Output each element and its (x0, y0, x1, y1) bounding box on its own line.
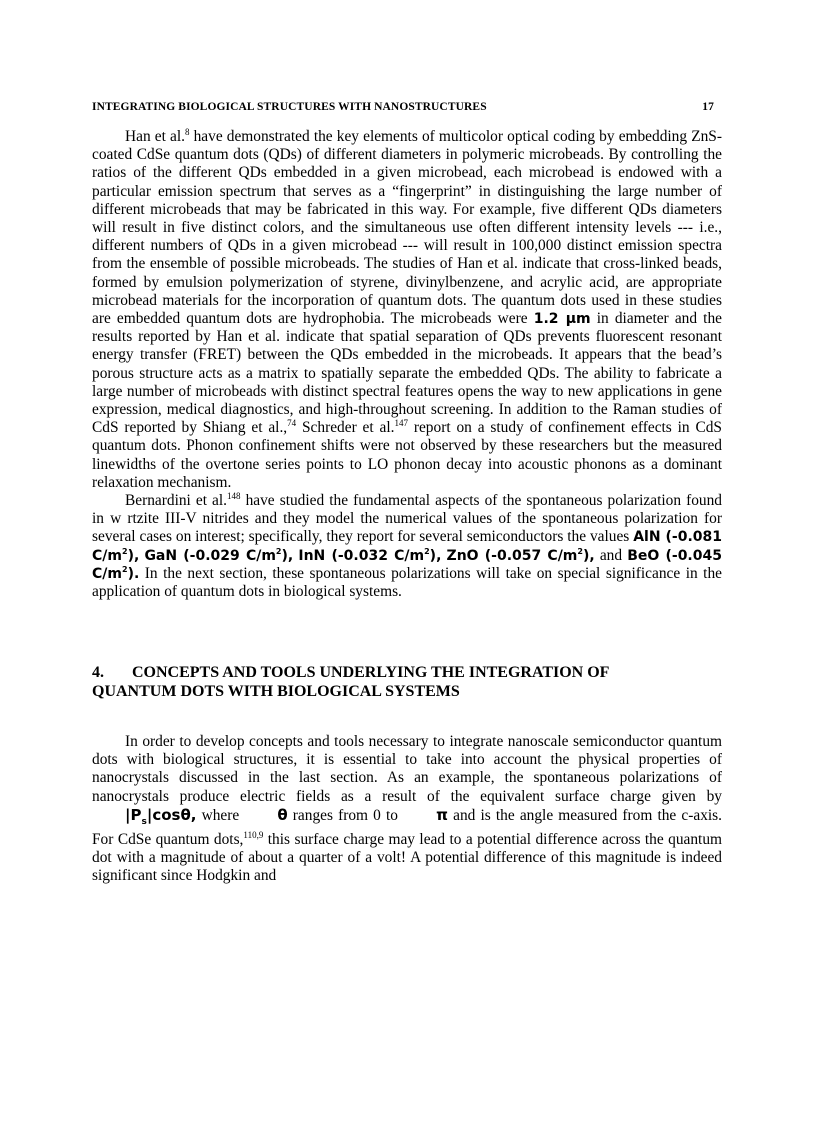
value-gan: GaN (-0.029 $C/m^2$), (144, 546, 294, 564)
section-number: 4. (92, 664, 104, 681)
text-run: Bernardini et al. (125, 492, 228, 510)
citation-ref: 147 (394, 418, 408, 429)
running-header (92, 101, 722, 113)
section-title-line-2: QUANTUM DOTS WITH BIOLOGICAL SYSTEMS (92, 683, 460, 700)
text-run: in diameter and the results reported by Han et al. indicate that spatial separation of QDs prevents fluorescent resonant energy transfer (FRET) between the QDs embedded in the microbeads. It appears that the bead’s porous structure acts as a matrix to spatially separate the embedded QDs. The ability to fabricate a large number of microbeads with distinct spectral features opens the way to new applications in gene expression, medical diagnostics, and high-throughout screening. In addition to the Raman studies of CdS reported by Shiang et al., (92, 310, 722, 437)
text-run: In order to develop concepts and tools necessary to integrate nanoscale semiconductor quantum dots with biological structures, it is essential to take into account the physical properties of nanocrystals discussed in the last section. As an example, the spontaneous polarizations of nanocrystals produce electric fields as a result of the equivalent surface charge given by (92, 733, 722, 805)
surface-charge-formula: $|P_s|\cos\theta$, (125, 805, 197, 827)
body-block-2 (92, 733, 722, 886)
page-number: 17 (702, 101, 714, 113)
section-heading (92, 663, 722, 701)
text-run: and is the angle measured from the c-axis. For CdSe quantum dots, (92, 806, 723, 849)
text-run: report on a study of confinement effects in CdS quantum dots. Phonon confinement shifts were not observed by these researchers but the measured linewidths of the overtone series points to LO phonon decay into acoustic phonons as a dominant relaxation mechanism. (92, 419, 722, 491)
theta-symbol: θ (277, 805, 288, 824)
value-zno: ZnO (-0.057 $C/m^2$), (446, 546, 595, 564)
value-inn: InN (-0.032 $C/m^2$), (298, 546, 442, 564)
text-run: ranges from 0 to (287, 806, 404, 824)
bead-size-value: 1.2 μm (533, 311, 591, 328)
section-title-line-1: CONCEPTS AND TOOLS UNDERLYING THE INTEGRATION OF (132, 664, 610, 681)
text-run: this surface charge may lead to a potential difference across the quantum dot with a magnitude of about a quarter of a volt! A potential difference of this magnitude is indeed significant since Hodgkin and (92, 831, 722, 885)
text-run: have demonstrated the key elements of multicolor optical coding by embedding ZnS-coated CdSe quantum dots (QDs) of different diameters in polymeric microbeads. By controlling the ratios of the different QDs embedded in a given microbead, each microbead is endowed with a particular emission spectrum that serves as a “fingerprint” in distinguishing the large number of different microbeads that may be fabricated in this way. For example, five different QDs diameters will result in five distinct colors, and the simultaneous use often different intensity levels --- i.e., different numbers of QDs in a given microbead --- will result in 100,000 distinct emission spectra from the ensemble of possible microbeads. The studies of Han et al. indicate that cross-linked beads, formed by emulsion polymerization of styrene, divinylbenzene, and acrylic acid, are appropriate microbead materials for the incorporation of quantum dots. The quantum dots used in these studies are embedded quantum dots are hydrophobia. The microbeads were (92, 128, 722, 328)
text-run: where (196, 806, 245, 824)
paragraph-han (92, 128, 722, 492)
pi-symbol: π (436, 805, 448, 824)
text-run: and (594, 546, 628, 564)
text-run: In the next section, these spontaneous polarizations will take on special significance in the application of quantum dots in biological systems. (92, 564, 722, 601)
value-beo: BeO (-0.045 $C/m^2$). (92, 547, 722, 582)
citation-ref: 110,9 (243, 830, 264, 841)
text-run: Han et al. (125, 128, 185, 145)
paragraph-bernardini (92, 492, 722, 601)
value-aln: AlN (-0.081 $C/m^2$), (92, 529, 722, 564)
citation-ref: 148 (227, 491, 241, 502)
body-block-1 (92, 128, 722, 601)
text-run: have studied the fundamental aspects of the spontaneous polarization found in w rtzite III-V nitrides and they model the numerical values of the spontaneous polarization for several cases on interest; specifically, they report for several semiconductors the values (92, 492, 722, 546)
running-title: INTEGRATING BIOLOGICAL STRUCTURES WITH NANOSTRUCTURES (92, 101, 487, 113)
text-run: Schreder et al. (296, 419, 395, 437)
paragraph-concepts (92, 733, 722, 886)
citation-ref: 8 (184, 127, 190, 137)
citation-ref: 74 (287, 418, 297, 429)
